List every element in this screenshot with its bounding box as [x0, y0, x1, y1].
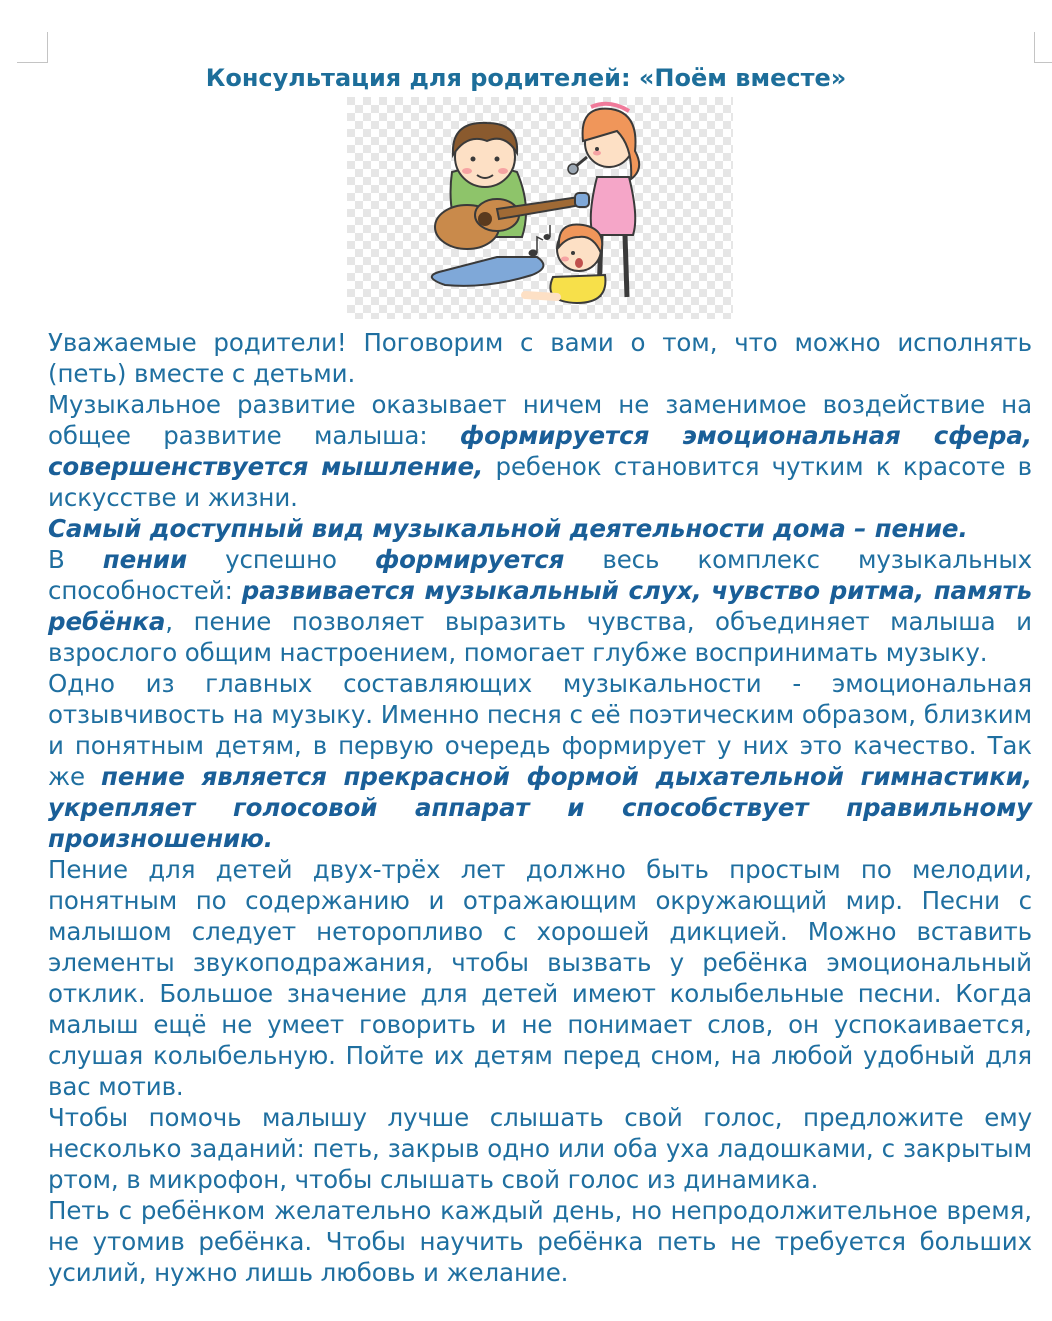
paragraph-text: Уважаемые родители! Поговорим с вами о том, что можно исполнять (петь) вместе с детьми. — [48, 328, 1032, 388]
paragraph-text: Одно из главных составляющих музыкальности - эмоциональная отзывчивость на музыку. Именно песня с её поэтическим образом, близким и понятным детям, в первую очередь формирует у них это качество. Так же — [48, 669, 1032, 791]
article-body — [48, 327, 1032, 1288]
article-paragraph — [48, 854, 1032, 1102]
article-paragraph — [48, 389, 1032, 513]
article-paragraph — [48, 327, 1032, 389]
article-paragraph — [48, 513, 1032, 544]
emphasized-text: развивается музыкальный слух, чувство ритма, память ребёнка — [48, 576, 1033, 636]
paragraph-text: Чтобы помочь малышу лучше слышать свой голос, предложите ему несколько заданий: петь, закрыв одно или оба уха ладошками, с закрытым ртом, в микрофон, чтобы слышать свой голос из динамика. — [48, 1103, 1032, 1194]
paragraph-text: , пение позволяет выразить чувства, объединяет малыша и взрослого общим настроением, помогает глубже воспринимать музыку. — [48, 607, 1032, 667]
paragraph-text: Пение для детей двух-трёх лет должно быть простым по мелодии, понятным по содержанию и отражающим окружающий мир. Песни с малышом следует неторопливо с хорошей дикцией. Можно вставить элементы звукоподражания, чтобы вызвать у ребёнка эмоциональный отклик. Большое значение для детей имеют колыбельные песни. Когда малыш ещё не умеет говорить и не понимает слов, он успокаивается, слушая колыбельную. Пойте их детям перед сном, на любой удобный для вас мотив. — [48, 855, 1032, 1101]
emphasized-text: формируется эмоциональная сфера, совершенствуется мышление, — [48, 421, 1032, 481]
emphasized-text: пение является прекрасной формой дыхательной гимнастики, укрепляет голосовой аппарат и способствует правильному произношению. — [48, 762, 1032, 853]
article-paragraph — [48, 668, 1032, 854]
page-corner-mark-right — [1034, 32, 1052, 63]
paragraph-text: Музыкальное развитие оказывает ничем не заменимое воздействие на общее развитие малыша: — [48, 390, 1032, 450]
emphasized-text: Самый доступный вид музыкальной деятельности дома – пение. — [48, 514, 968, 543]
paragraph-text: ребенок становится чутким к красоте в искусстве и жизни. — [48, 452, 1032, 512]
article-paragraph — [48, 544, 1032, 668]
article-paragraph — [48, 1195, 1032, 1288]
family-singing-illustration — [347, 97, 733, 319]
paragraph-text: В — [48, 545, 103, 574]
paragraph-text: весь комплекс музыкальных способностей: — [48, 545, 1032, 605]
paragraph-text: Петь с ребёнком желательно каждый день, но непродолжительное время, не утомив ребёнка. Чтобы научить ребёнка петь не требуется больших усилий, нужно лишь любовь и желание. — [48, 1196, 1032, 1287]
emphasized-text: формируется — [374, 545, 565, 574]
paragraph-text: успешно — [187, 545, 375, 574]
emphasized-text: пении — [102, 545, 188, 574]
page-corner-mark-left — [17, 32, 48, 63]
article-paragraph — [48, 1102, 1032, 1195]
page-title: Консультация для родителей: «Поём вместе» — [205, 64, 847, 92]
